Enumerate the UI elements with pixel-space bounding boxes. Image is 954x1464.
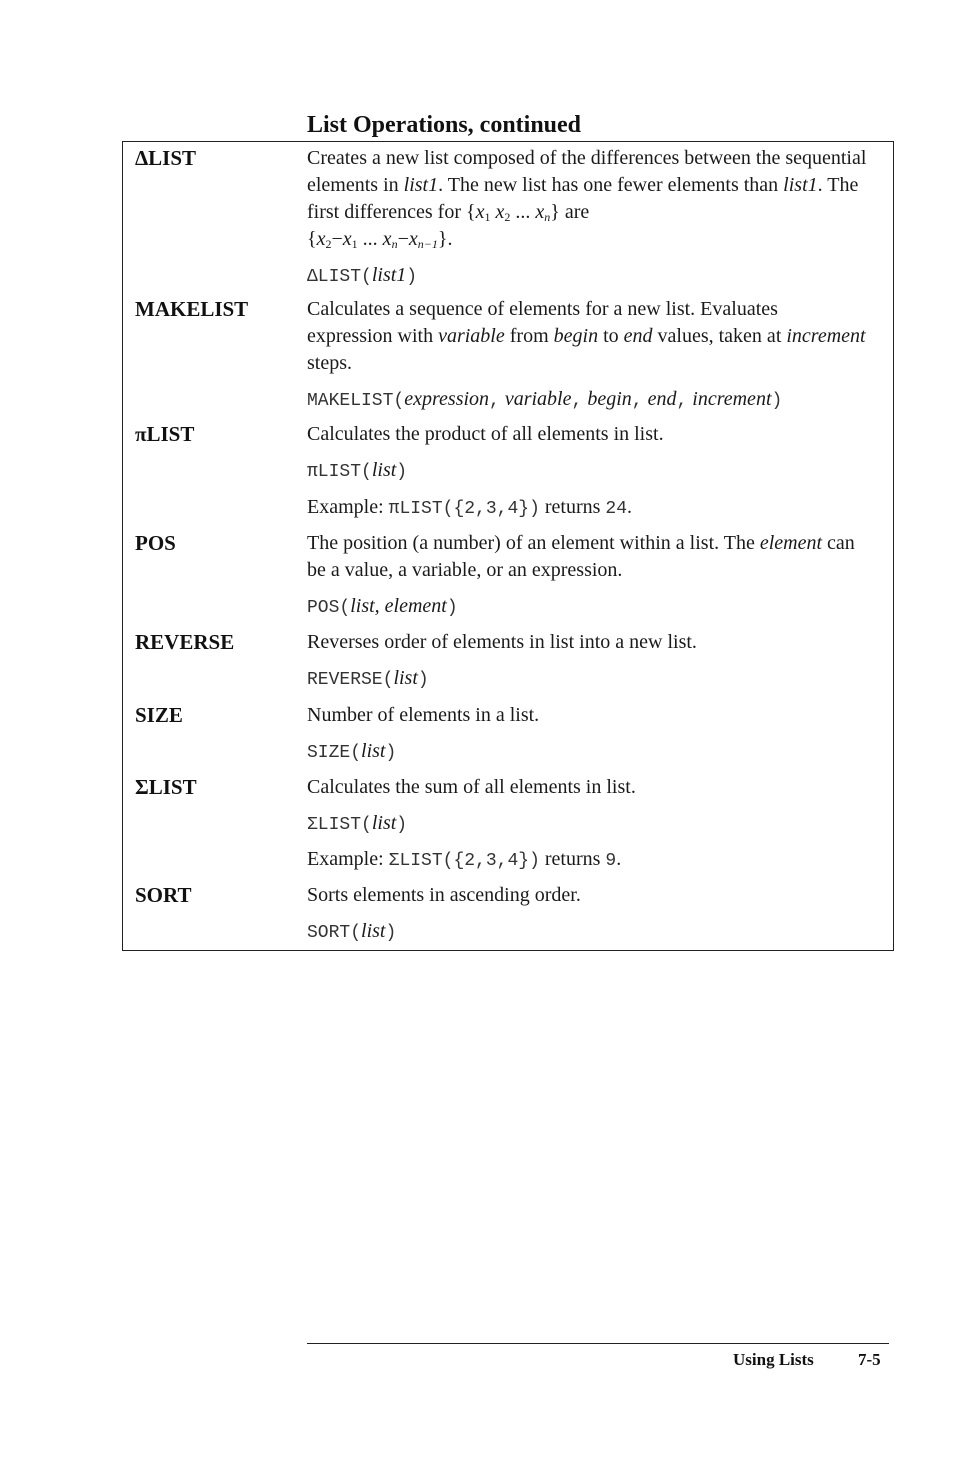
entry-description: Calculates a sequence of elements for a new list. Evaluates expression with variable from begin to end values, taken at increment steps.: [307, 298, 866, 374]
entry-term: SIZE: [135, 703, 183, 727]
entry-syntax: ΔLIST(list1): [307, 264, 418, 287]
entry-syntax: ΣLIST(list): [307, 812, 408, 835]
entry-description: Reverses order of elements in list into a new list.: [307, 631, 697, 653]
entry-term: ΣLIST: [135, 775, 197, 799]
entry-syntax: POS(list, element): [307, 595, 458, 618]
entry-description: Creates a new list composed of the differences between the sequential elements in list1. The new list has one fewer elements than list1. The first differences for {$x_1$ $x_2$ ... $x_n$} are {$x_2-x_1$ ... $x_n-x_{n-1}$}.: [307, 147, 867, 251]
page-title: List Operations, continued: [307, 112, 582, 138]
footer-divider: [307, 1343, 889, 1344]
entry-example: Example: πLIST({2,3,4}) returns 24.: [307, 496, 633, 519]
entry-description: Calculates the product of all elements in list.: [307, 423, 664, 445]
entry-syntax: REVERSE(list): [307, 667, 429, 690]
entry-term: POS: [135, 531, 176, 555]
entry-syntax: SORT(list): [307, 920, 397, 943]
operations-table: [122, 141, 894, 951]
entry-syntax: πLIST(list): [307, 459, 408, 482]
entry-description: The position (a number) of an element within a list. The element can be a value, a variable, or an expression.: [307, 532, 855, 581]
entry-description: Number of elements in a list.: [307, 704, 540, 726]
entry-term: ΔLIST: [135, 146, 197, 170]
entry-example: Example: ΣLIST({2,3,4}) returns 9.: [307, 848, 622, 871]
entry-term: REVERSE: [135, 630, 235, 654]
entry-description: Calculates the sum of all elements in list.: [307, 776, 636, 798]
entry-term: SORT: [135, 883, 192, 907]
entry-description: Sorts elements in ascending order.: [307, 884, 581, 906]
entry-syntax: SIZE(list): [307, 740, 397, 763]
entry-term: πLIST: [135, 422, 195, 446]
entry-term: MAKELIST: [135, 297, 249, 321]
footer-section-title: Using Lists: [733, 1350, 814, 1369]
page-number: 7-5: [858, 1350, 881, 1369]
entry-syntax: MAKELIST(expression, variable, begin, end, increment): [307, 388, 783, 411]
